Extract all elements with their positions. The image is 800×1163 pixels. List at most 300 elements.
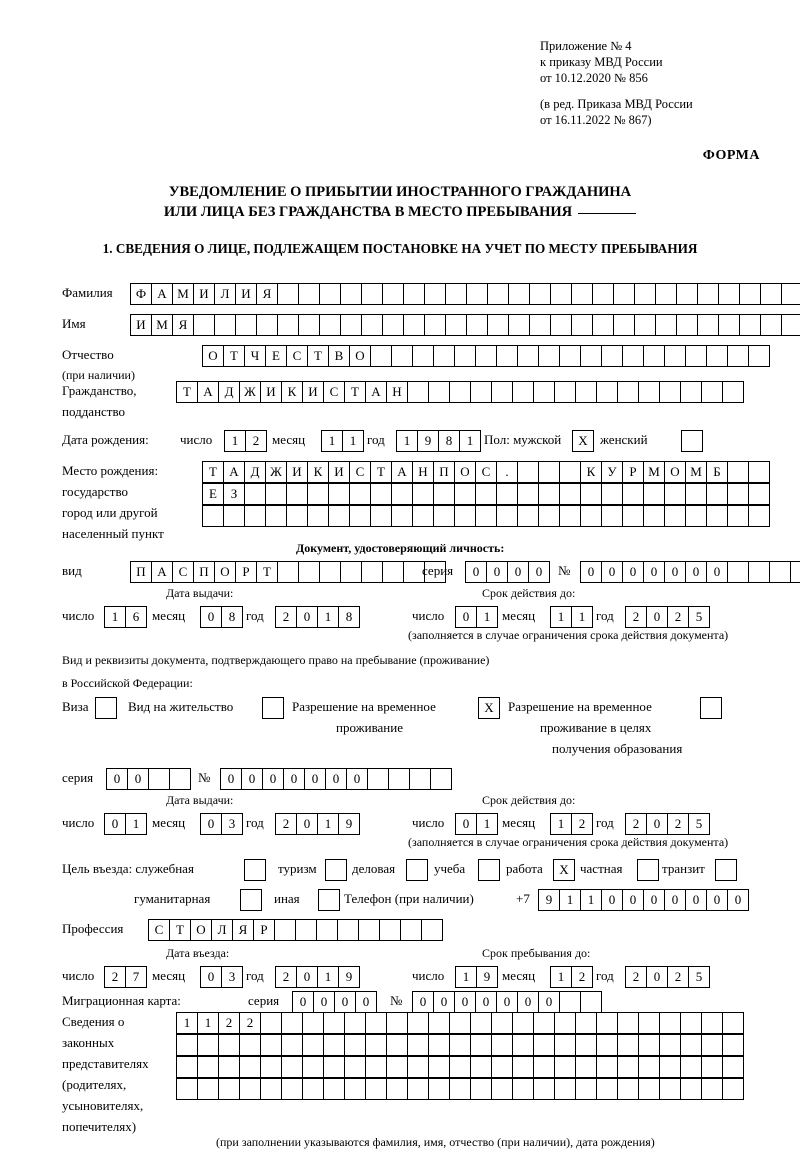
box-cell[interactable]: 3 [221, 966, 243, 988]
box-cell[interactable] [575, 1056, 597, 1078]
box-cell[interactable] [323, 1056, 345, 1078]
box-cell[interactable]: Ч [244, 345, 266, 367]
doc-series-boxes[interactable] [465, 561, 549, 583]
box-cell[interactable] [239, 1056, 261, 1078]
box-cell[interactable] [496, 483, 518, 505]
box-cell[interactable] [697, 314, 719, 336]
box-cell[interactable]: Х [572, 430, 594, 452]
box-cell[interactable] [748, 345, 770, 367]
box-cell[interactable]: Я [232, 919, 254, 941]
box-cell[interactable] [559, 461, 581, 483]
box-cell[interactable]: А [365, 381, 387, 403]
box-cell[interactable] [302, 1078, 324, 1100]
box-cell[interactable] [386, 1034, 408, 1056]
box-cell[interactable]: Я [256, 283, 278, 305]
box-cell[interactable]: Л [211, 919, 233, 941]
box-cell[interactable]: Р [235, 561, 257, 583]
purpose-official-checkbox[interactable] [244, 859, 265, 881]
box-cell[interactable] [559, 991, 581, 1013]
box-cell[interactable] [223, 505, 245, 527]
box-cell[interactable]: Е [265, 345, 287, 367]
box-cell[interactable] [318, 889, 340, 911]
box-cell[interactable] [449, 1078, 471, 1100]
doc-valid-year[interactable] [625, 606, 709, 628]
box-cell[interactable]: 1 [125, 813, 147, 835]
box-cell[interactable]: 2 [239, 1012, 261, 1034]
box-cell[interactable]: О [349, 345, 371, 367]
box-cell[interactable] [197, 1056, 219, 1078]
permit-issue-year[interactable] [275, 813, 359, 835]
permit-issue-day[interactable] [104, 813, 146, 835]
box-cell[interactable] [550, 314, 572, 336]
box-cell[interactable]: Л [214, 283, 236, 305]
box-cell[interactable]: Т [202, 461, 224, 483]
box-cell[interactable] [571, 283, 593, 305]
box-cell[interactable] [302, 1056, 324, 1078]
edu-residence-checkbox[interactable] [700, 697, 721, 719]
box-cell[interactable] [592, 283, 614, 305]
box-cell[interactable] [748, 561, 770, 583]
box-cell[interactable] [340, 314, 362, 336]
box-cell[interactable]: 2 [104, 966, 126, 988]
box-cell[interactable]: С [475, 461, 497, 483]
box-cell[interactable] [580, 505, 602, 527]
box-cell[interactable]: С [148, 919, 170, 941]
box-cell[interactable]: 0 [346, 768, 368, 790]
box-cell[interactable]: 0 [355, 991, 377, 1013]
box-cell[interactable]: 0 [664, 889, 686, 911]
box-cell[interactable] [370, 505, 392, 527]
box-cell[interactable]: Р [622, 461, 644, 483]
box-cell[interactable] [596, 381, 618, 403]
box-cell[interactable] [638, 1078, 660, 1100]
box-cell[interactable] [538, 483, 560, 505]
box-cell[interactable] [433, 345, 455, 367]
box-cell[interactable] [340, 561, 362, 583]
box-cell[interactable] [575, 381, 597, 403]
box-cell[interactable] [655, 314, 677, 336]
box-cell[interactable]: И [328, 461, 350, 483]
box-cell[interactable] [596, 1056, 618, 1078]
box-cell[interactable]: 2 [245, 430, 267, 452]
box-cell[interactable]: Т [176, 381, 198, 403]
residence-permit-checkbox[interactable] [262, 697, 283, 719]
box-cell[interactable]: 0 [465, 561, 487, 583]
permit-series-boxes[interactable] [106, 768, 190, 790]
box-cell[interactable] [701, 1012, 723, 1034]
box-cell[interactable] [634, 283, 656, 305]
box-cell[interactable] [365, 1056, 387, 1078]
box-cell[interactable] [449, 1012, 471, 1034]
box-cell[interactable]: К [281, 381, 303, 403]
box-cell[interactable] [533, 1012, 555, 1034]
box-cell[interactable]: М [151, 314, 173, 336]
box-cell[interactable] [643, 345, 665, 367]
box-cell[interactable]: 0 [706, 561, 728, 583]
box-cell[interactable] [760, 314, 782, 336]
box-cell[interactable]: 2 [218, 1012, 240, 1034]
box-cell[interactable] [344, 1056, 366, 1078]
box-cell[interactable] [295, 919, 317, 941]
box-cell[interactable] [386, 1056, 408, 1078]
box-cell[interactable] [478, 859, 500, 881]
box-cell[interactable] [655, 283, 677, 305]
box-cell[interactable]: 0 [283, 768, 305, 790]
box-cell[interactable]: Т [370, 461, 392, 483]
box-cell[interactable] [559, 505, 581, 527]
box-cell[interactable] [391, 345, 413, 367]
reps-row-3[interactable] [176, 1056, 743, 1078]
box-cell[interactable] [349, 483, 371, 505]
entry-day[interactable] [104, 966, 146, 988]
box-cell[interactable]: Р [253, 919, 275, 941]
box-cell[interactable]: М [685, 461, 707, 483]
visa-checkbox[interactable] [95, 697, 116, 719]
box-cell[interactable]: И [302, 381, 324, 403]
box-cell[interactable] [676, 283, 698, 305]
box-cell[interactable] [298, 283, 320, 305]
box-cell[interactable]: 1 [342, 430, 364, 452]
box-cell[interactable] [718, 314, 740, 336]
box-cell[interactable] [262, 697, 284, 719]
box-cell[interactable]: 1 [571, 606, 593, 628]
box-cell[interactable] [496, 505, 518, 527]
birthplace-city-boxes[interactable] [202, 505, 769, 527]
name-boxes[interactable] [130, 314, 800, 336]
box-cell[interactable]: Ж [239, 381, 261, 403]
box-cell[interactable] [197, 1034, 219, 1056]
box-cell[interactable] [701, 1056, 723, 1078]
box-cell[interactable]: 6 [125, 606, 147, 628]
box-cell[interactable] [533, 381, 555, 403]
box-cell[interactable] [676, 314, 698, 336]
box-cell[interactable]: 1 [197, 1012, 219, 1034]
box-cell[interactable] [718, 283, 740, 305]
box-cell[interactable] [403, 314, 425, 336]
box-cell[interactable]: Д [244, 461, 266, 483]
box-cell[interactable] [202, 505, 224, 527]
box-cell[interactable] [790, 561, 800, 583]
box-cell[interactable]: 0 [455, 813, 477, 835]
box-cell[interactable] [508, 314, 530, 336]
box-cell[interactable] [407, 1056, 429, 1078]
box-cell[interactable]: 0 [685, 561, 707, 583]
box-cell[interactable] [454, 505, 476, 527]
box-cell[interactable] [685, 505, 707, 527]
box-cell[interactable] [554, 1078, 576, 1100]
box-cell[interactable]: 2 [275, 606, 297, 628]
box-cell[interactable]: П [130, 561, 152, 583]
box-cell[interactable] [664, 505, 686, 527]
box-cell[interactable]: А [391, 461, 413, 483]
box-cell[interactable]: 0 [220, 768, 242, 790]
box-cell[interactable] [260, 1078, 282, 1100]
box-cell[interactable] [592, 314, 614, 336]
box-cell[interactable] [412, 345, 434, 367]
box-cell[interactable]: 0 [706, 889, 728, 911]
box-cell[interactable] [260, 1034, 282, 1056]
migration-number-boxes[interactable] [412, 991, 601, 1013]
box-cell[interactable] [307, 505, 329, 527]
box-cell[interactable]: 0 [304, 768, 326, 790]
box-cell[interactable]: 1 [317, 966, 339, 988]
box-cell[interactable]: Е [202, 483, 224, 505]
box-cell[interactable]: 2 [571, 813, 593, 835]
box-cell[interactable]: С [172, 561, 194, 583]
box-cell[interactable] [382, 561, 404, 583]
box-cell[interactable]: 0 [313, 991, 335, 1013]
box-cell[interactable] [286, 483, 308, 505]
box-cell[interactable]: 0 [622, 889, 644, 911]
box-cell[interactable] [664, 483, 686, 505]
box-cell[interactable]: 0 [296, 606, 318, 628]
box-cell[interactable] [701, 1034, 723, 1056]
doc-issue-year[interactable] [275, 606, 359, 628]
box-cell[interactable]: Н [386, 381, 408, 403]
box-cell[interactable] [739, 314, 761, 336]
doc-issue-month[interactable] [200, 606, 242, 628]
reps-row-1[interactable] [176, 1012, 743, 1034]
box-cell[interactable] [470, 1034, 492, 1056]
box-cell[interactable] [424, 314, 446, 336]
box-cell[interactable]: 2 [571, 966, 593, 988]
box-cell[interactable] [428, 1056, 450, 1078]
box-cell[interactable]: 0 [412, 991, 434, 1013]
reps-row-4[interactable] [176, 1078, 743, 1100]
box-cell[interactable]: 1 [396, 430, 418, 452]
box-cell[interactable] [433, 483, 455, 505]
box-cell[interactable]: 0 [200, 606, 222, 628]
citizenship-boxes[interactable] [176, 381, 743, 403]
box-cell[interactable] [365, 1012, 387, 1034]
box-cell[interactable] [412, 505, 434, 527]
box-cell[interactable] [367, 768, 389, 790]
box-cell[interactable] [512, 1034, 534, 1056]
box-cell[interactable] [491, 381, 513, 403]
box-cell[interactable] [727, 345, 749, 367]
box-cell[interactable] [722, 1056, 744, 1078]
box-cell[interactable]: 0 [292, 991, 314, 1013]
box-cell[interactable] [274, 919, 296, 941]
box-cell[interactable]: 1 [550, 606, 572, 628]
box-cell[interactable] [613, 283, 635, 305]
birth-day-boxes[interactable] [224, 430, 266, 452]
stay-year[interactable] [625, 966, 709, 988]
box-cell[interactable] [529, 283, 551, 305]
stay-day[interactable] [455, 966, 497, 988]
box-cell[interactable] [349, 505, 371, 527]
box-cell[interactable] [421, 919, 443, 941]
patronymic-boxes[interactable] [202, 345, 769, 367]
box-cell[interactable] [454, 483, 476, 505]
box-cell[interactable] [722, 381, 744, 403]
box-cell[interactable] [424, 283, 446, 305]
box-cell[interactable] [445, 283, 467, 305]
box-cell[interactable]: 1 [224, 430, 246, 452]
box-cell[interactable] [601, 483, 623, 505]
box-cell[interactable]: 1 [559, 889, 581, 911]
phone-boxes[interactable] [538, 889, 748, 911]
box-cell[interactable]: 0 [528, 561, 550, 583]
box-cell[interactable]: 0 [685, 889, 707, 911]
box-cell[interactable] [617, 1078, 639, 1100]
box-cell[interactable]: 2 [667, 966, 689, 988]
box-cell[interactable]: Ф [130, 283, 152, 305]
box-cell[interactable] [218, 1056, 240, 1078]
box-cell[interactable] [617, 1034, 639, 1056]
purpose-private-checkbox[interactable] [637, 859, 658, 881]
purpose-transit-checkbox[interactable] [715, 859, 736, 881]
box-cell[interactable]: 1 [176, 1012, 198, 1034]
box-cell[interactable] [197, 1078, 219, 1100]
box-cell[interactable] [575, 1012, 597, 1034]
box-cell[interactable] [697, 283, 719, 305]
purpose-business-checkbox[interactable] [406, 859, 427, 881]
birth-month-boxes[interactable] [321, 430, 363, 452]
box-cell[interactable]: 9 [338, 813, 360, 835]
box-cell[interactable]: 0 [580, 561, 602, 583]
box-cell[interactable]: 2 [625, 606, 647, 628]
box-cell[interactable] [386, 1078, 408, 1100]
box-cell[interactable] [328, 483, 350, 505]
box-cell[interactable] [328, 505, 350, 527]
box-cell[interactable]: Т [256, 561, 278, 583]
box-cell[interactable] [323, 1012, 345, 1034]
stay-month[interactable] [550, 966, 592, 988]
permit-valid-month[interactable] [550, 813, 592, 835]
reps-row-2[interactable] [176, 1034, 743, 1056]
profession-boxes[interactable] [148, 919, 442, 941]
box-cell[interactable] [176, 1056, 198, 1078]
box-cell[interactable] [316, 919, 338, 941]
box-cell[interactable] [407, 1012, 429, 1034]
box-cell[interactable]: 0 [727, 889, 749, 911]
box-cell[interactable]: . [496, 461, 518, 483]
box-cell[interactable] [319, 314, 341, 336]
box-cell[interactable]: 9 [338, 966, 360, 988]
box-cell[interactable] [617, 1056, 639, 1078]
box-cell[interactable] [470, 1012, 492, 1034]
box-cell[interactable] [235, 314, 257, 336]
box-cell[interactable] [340, 283, 362, 305]
box-cell[interactable] [365, 1078, 387, 1100]
box-cell[interactable] [491, 1056, 513, 1078]
box-cell[interactable]: 2 [667, 813, 689, 835]
box-cell[interactable] [512, 1078, 534, 1100]
box-cell[interactable] [634, 314, 656, 336]
box-cell[interactable] [748, 505, 770, 527]
box-cell[interactable] [407, 381, 429, 403]
box-cell[interactable] [370, 483, 392, 505]
box-cell[interactable] [169, 768, 191, 790]
box-cell[interactable]: 0 [325, 768, 347, 790]
box-cell[interactable]: О [454, 461, 476, 483]
box-cell[interactable] [638, 381, 660, 403]
box-cell[interactable] [781, 314, 800, 336]
box-cell[interactable] [517, 483, 539, 505]
box-cell[interactable] [496, 345, 518, 367]
box-cell[interactable] [638, 1012, 660, 1034]
box-cell[interactable] [596, 1034, 618, 1056]
box-cell[interactable] [298, 561, 320, 583]
box-cell[interactable]: И [260, 381, 282, 403]
box-cell[interactable] [680, 1034, 702, 1056]
box-cell[interactable] [550, 283, 572, 305]
box-cell[interactable]: 1 [104, 606, 126, 628]
box-cell[interactable]: 0 [601, 561, 623, 583]
box-cell[interactable]: 0 [262, 768, 284, 790]
box-cell[interactable] [517, 505, 539, 527]
box-cell[interactable]: 0 [104, 813, 126, 835]
box-cell[interactable]: 0 [646, 813, 668, 835]
box-cell[interactable] [148, 768, 170, 790]
box-cell[interactable] [470, 1056, 492, 1078]
box-cell[interactable]: З [223, 483, 245, 505]
box-cell[interactable]: 5 [688, 606, 710, 628]
box-cell[interactable]: 0 [106, 768, 128, 790]
box-cell[interactable] [664, 345, 686, 367]
box-cell[interactable]: 0 [455, 606, 477, 628]
box-cell[interactable] [538, 505, 560, 527]
box-cell[interactable] [323, 1078, 345, 1100]
box-cell[interactable] [470, 1078, 492, 1100]
box-cell[interactable] [260, 1056, 282, 1078]
box-cell[interactable]: 0 [643, 561, 665, 583]
box-cell[interactable]: Н [412, 461, 434, 483]
box-cell[interactable]: Х [553, 859, 575, 881]
box-cell[interactable] [659, 1056, 681, 1078]
box-cell[interactable] [382, 283, 404, 305]
box-cell[interactable]: 1 [321, 430, 343, 452]
box-cell[interactable]: 0 [507, 561, 529, 583]
box-cell[interactable]: Т [307, 345, 329, 367]
box-cell[interactable] [391, 505, 413, 527]
box-cell[interactable] [260, 1012, 282, 1034]
sex-male-checkbox[interactable] [572, 430, 593, 452]
box-cell[interactable] [769, 561, 791, 583]
temp-residence-checkbox[interactable] [478, 697, 499, 719]
box-cell[interactable]: 0 [496, 991, 518, 1013]
box-cell[interactable]: 2 [667, 606, 689, 628]
box-cell[interactable]: 0 [454, 991, 476, 1013]
box-cell[interactable] [95, 697, 117, 719]
box-cell[interactable] [428, 1012, 450, 1034]
box-cell[interactable] [412, 483, 434, 505]
box-cell[interactable] [358, 919, 380, 941]
box-cell[interactable]: С [323, 381, 345, 403]
box-cell[interactable] [622, 505, 644, 527]
box-cell[interactable] [512, 381, 534, 403]
box-cell[interactable] [575, 1034, 597, 1056]
box-cell[interactable] [445, 314, 467, 336]
box-cell[interactable] [433, 505, 455, 527]
box-cell[interactable] [533, 1078, 555, 1100]
box-cell[interactable] [700, 697, 722, 719]
box-cell[interactable] [680, 1012, 702, 1034]
box-cell[interactable] [365, 1034, 387, 1056]
box-cell[interactable] [454, 345, 476, 367]
doc-number-boxes[interactable] [580, 561, 800, 583]
box-cell[interactable] [580, 991, 602, 1013]
box-cell[interactable] [449, 381, 471, 403]
box-cell[interactable] [491, 1012, 513, 1034]
box-cell[interactable] [361, 314, 383, 336]
permit-issue-month[interactable] [200, 813, 242, 835]
purpose-work-checkbox[interactable] [553, 859, 574, 881]
box-cell[interactable]: П [433, 461, 455, 483]
box-cell[interactable] [512, 1056, 534, 1078]
purpose-other-checkbox[interactable] [318, 889, 339, 911]
